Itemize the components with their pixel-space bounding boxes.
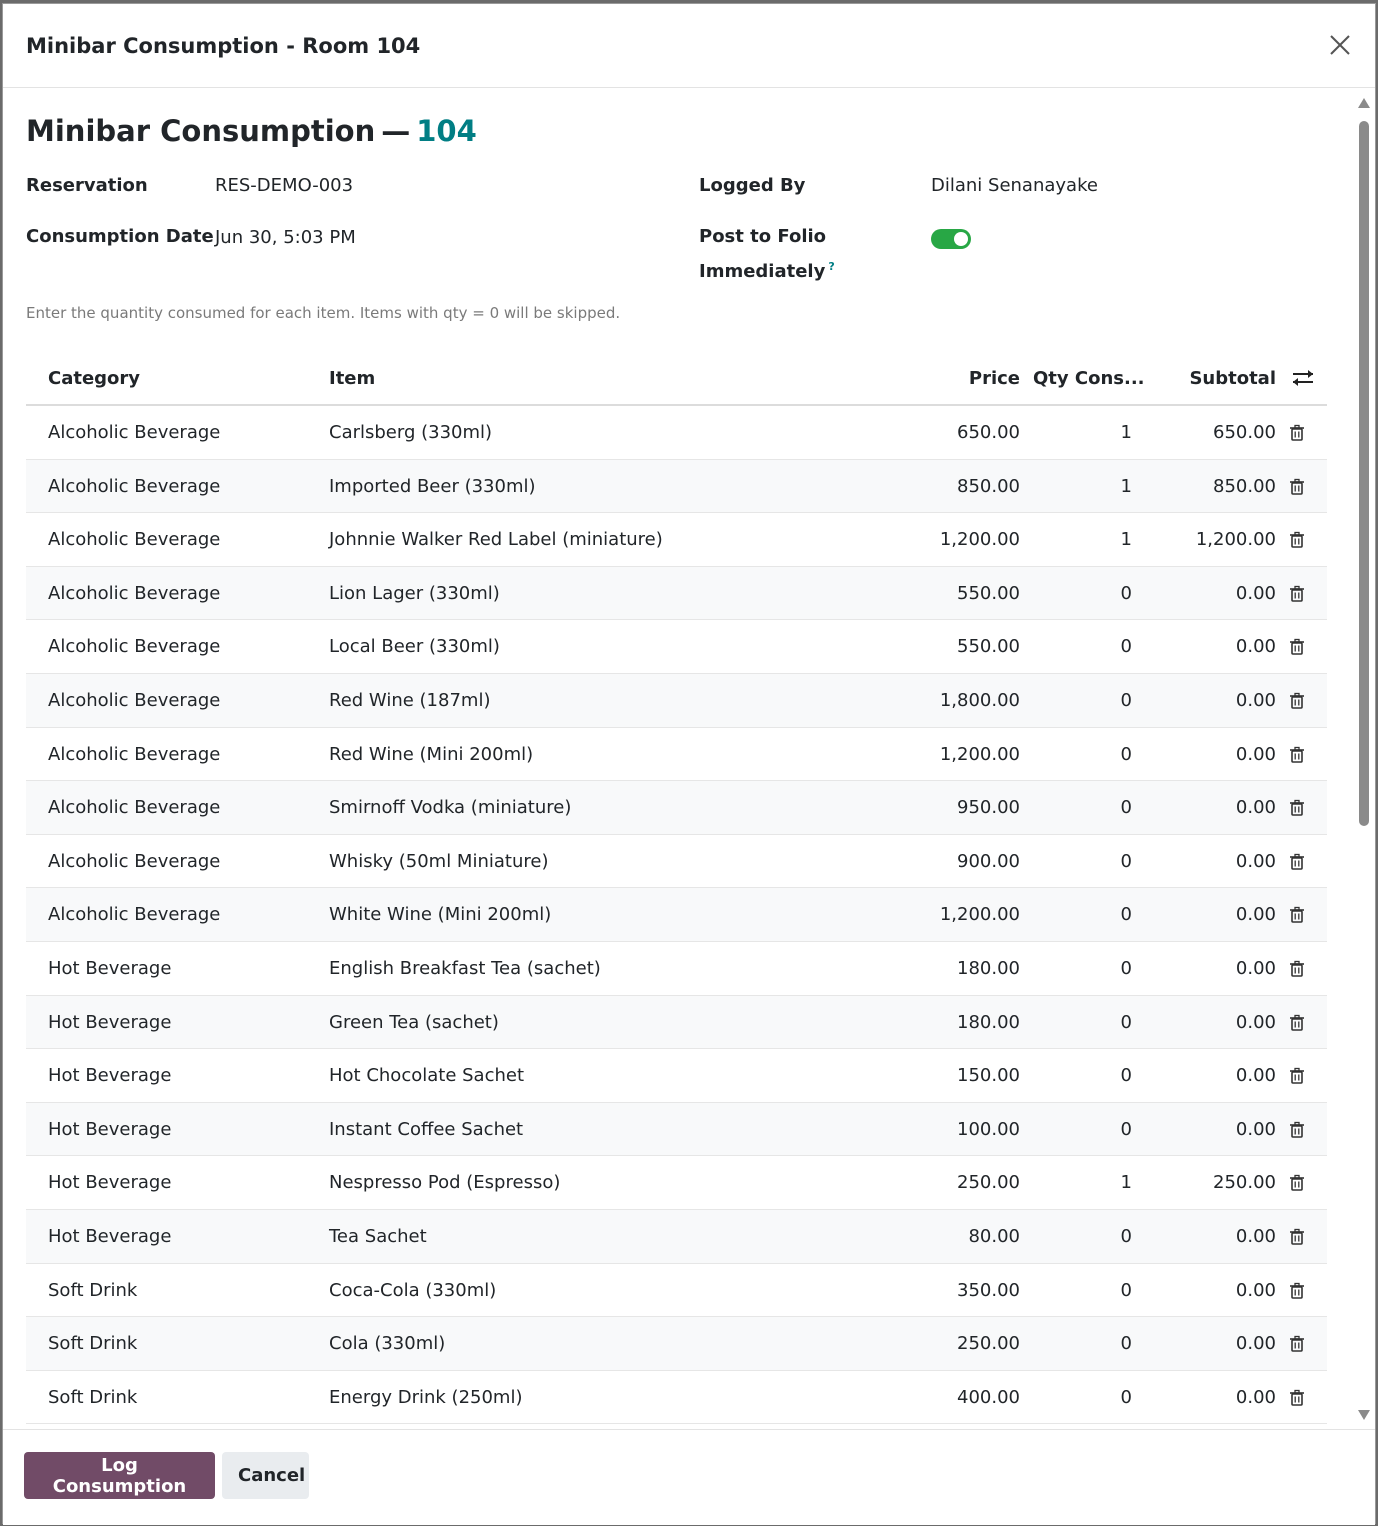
subtotal-cell: 0.00	[1235, 743, 1276, 765]
category-cell: Alcoholic Beverage	[48, 475, 221, 497]
item-cell: Smirnoff Vodka (miniature)	[329, 797, 572, 819]
trash-icon[interactable]	[1288, 853, 1306, 871]
consumption-table	[26, 351, 1327, 1424]
category-cell: Soft Drink	[48, 1386, 138, 1408]
header-item[interactable]: Item	[329, 368, 376, 389]
qty-cell[interactable]: 1	[1120, 1172, 1132, 1194]
price-cell: 250.00	[957, 1333, 1020, 1355]
category-cell: Hot Beverage	[48, 1225, 172, 1247]
price-cell: 180.00	[957, 957, 1020, 979]
subtotal-cell: 0.00	[1235, 797, 1276, 819]
logged-by-label: Logged By	[699, 175, 806, 196]
trash-icon[interactable]	[1288, 1282, 1306, 1300]
trash-icon[interactable]	[1288, 585, 1306, 603]
item-cell: White Wine (Mini 200ml)	[329, 904, 552, 926]
trash-icon[interactable]	[1288, 799, 1306, 817]
category-cell: Alcoholic Beverage	[48, 850, 221, 872]
category-cell: Alcoholic Beverage	[48, 636, 221, 658]
item-cell: English Breakfast Tea (sachet)	[329, 957, 601, 979]
subtotal-cell: 0.00	[1235, 850, 1276, 872]
price-cell: 550.00	[957, 582, 1020, 604]
subtotal-cell: 0.00	[1235, 1279, 1276, 1301]
trash-icon[interactable]	[1288, 746, 1306, 764]
qty-cell[interactable]: 0	[1120, 797, 1132, 819]
subtotal-cell: 0.00	[1235, 1011, 1276, 1033]
dialog-title: Minibar Consumption - Room 104	[26, 34, 421, 58]
item-cell: Red Wine (Mini 200ml)	[329, 743, 534, 765]
table-row[interactable]	[26, 781, 1327, 835]
item-cell: Imported Beer (330ml)	[329, 475, 536, 497]
qty-cell[interactable]: 0	[1120, 1279, 1132, 1301]
trash-icon[interactable]	[1288, 531, 1306, 549]
post-to-folio-toggle[interactable]	[931, 229, 971, 249]
category-cell: Hot Beverage	[48, 1011, 172, 1033]
category-cell: Hot Beverage	[48, 957, 172, 979]
table-row[interactable]	[26, 620, 1327, 674]
subtotal-cell: 0.00	[1235, 1333, 1276, 1355]
category-cell: Alcoholic Beverage	[48, 904, 221, 926]
qty-cell[interactable]: 0	[1120, 1333, 1132, 1355]
form-title	[26, 114, 477, 148]
table-row[interactable]	[26, 728, 1327, 782]
subtotal-cell: 650.00	[1213, 422, 1276, 443]
category-cell: Alcoholic Beverage	[48, 689, 221, 711]
scroll-down-arrow-icon[interactable]	[1357, 1409, 1371, 1421]
item-cell: Hot Chocolate Sachet	[329, 1065, 525, 1087]
table-row[interactable]	[26, 1156, 1327, 1210]
qty-cell[interactable]: 0	[1120, 850, 1132, 872]
price-cell: 950.00	[957, 797, 1020, 819]
category-cell: Soft Drink	[48, 1333, 138, 1355]
category-cell: Hot Beverage	[48, 1118, 172, 1140]
table-row[interactable]	[26, 674, 1327, 728]
item-cell: Carlsberg (330ml)	[329, 422, 493, 443]
subtotal-cell: 1,200.00	[1195, 529, 1276, 551]
item-cell: Instant Coffee Sachet	[329, 1118, 524, 1140]
scroll-thumb[interactable]	[1359, 121, 1369, 826]
item-cell: Coca-Cola (330ml)	[329, 1279, 497, 1301]
scrollbar[interactable]	[1353, 89, 1375, 1429]
qty-cell[interactable]: 0	[1120, 1011, 1132, 1033]
price-cell: 100.00	[957, 1118, 1020, 1140]
reservation-value[interactable]: RES-DEMO-003	[215, 175, 354, 196]
reservation-label: Reservation	[26, 175, 148, 196]
qty-cell[interactable]: 0	[1120, 1065, 1132, 1087]
quantity-hint: Enter the quantity consumed for each item. Items with qty = 0 will be skipped.	[26, 304, 621, 322]
toggle-knob	[954, 232, 968, 246]
category-cell: Alcoholic Beverage	[48, 582, 221, 604]
post-to-folio-label-line1: Post to Folio	[699, 226, 827, 247]
table-row[interactable]	[26, 406, 1327, 460]
qty-cell[interactable]: 1	[1120, 529, 1132, 551]
close-button[interactable]	[1325, 30, 1355, 60]
post-to-folio-label-text: Immediately	[699, 261, 826, 282]
trash-icon[interactable]	[1288, 1014, 1306, 1032]
close-icon	[1325, 30, 1355, 60]
table-row[interactable]	[26, 996, 1327, 1050]
item-cell: Tea Sachet	[329, 1225, 427, 1247]
consumption-date-value[interactable]: Jun 30, 5:03 PM	[215, 227, 356, 248]
minibar-dialog	[2, 3, 1376, 1524]
post-to-folio-label	[699, 222, 835, 287]
price-cell: 1,200.00	[939, 529, 1020, 551]
help-tooltip-icon[interactable]: ?	[828, 260, 835, 273]
table-row[interactable]	[26, 1049, 1327, 1103]
dialog-body	[3, 89, 1355, 1429]
price-cell: 1,200.00	[939, 904, 1020, 926]
subtotal-cell: 250.00	[1213, 1172, 1276, 1194]
table-row[interactable]	[26, 513, 1327, 567]
table-row[interactable]	[26, 1371, 1327, 1425]
scroll-up-arrow-icon[interactable]	[1357, 97, 1371, 109]
item-cell: Red Wine (187ml)	[329, 689, 491, 711]
table-row[interactable]	[26, 1317, 1327, 1371]
header-category[interactable]: Category	[48, 368, 141, 389]
item-cell: Johnnie Walker Red Label (miniature)	[329, 529, 663, 551]
category-cell: Soft Drink	[48, 1279, 138, 1301]
subtotal-cell: 0.00	[1235, 1225, 1276, 1247]
subtotal-cell: 0.00	[1235, 1118, 1276, 1140]
category-cell: Alcoholic Beverage	[48, 797, 221, 819]
table-row[interactable]	[26, 460, 1327, 514]
item-cell: Cola (330ml)	[329, 1333, 446, 1355]
subtotal-cell: 0.00	[1235, 1386, 1276, 1408]
subtotal-cell: 0.00	[1235, 904, 1276, 926]
subtotal-cell: 0.00	[1235, 636, 1276, 658]
qty-cell[interactable]: 0	[1120, 636, 1132, 658]
consumption-date-label: Consumption Date	[26, 226, 214, 247]
qty-cell[interactable]: 0	[1120, 743, 1132, 765]
form-title-text: Minibar Consumption	[26, 114, 376, 148]
trash-icon[interactable]	[1288, 1389, 1306, 1407]
table-header	[26, 351, 1327, 406]
dialog-footer	[3, 1429, 1375, 1525]
subtotal-cell: 0.00	[1235, 957, 1276, 979]
category-cell: Alcoholic Beverage	[48, 743, 221, 765]
table-row[interactable]	[26, 942, 1327, 996]
table-row[interactable]	[26, 888, 1327, 942]
price-cell: 1,800.00	[939, 689, 1020, 711]
qty-cell[interactable]: 0	[1120, 1118, 1132, 1140]
qty-cell[interactable]: 0	[1120, 689, 1132, 711]
category-cell: Alcoholic Beverage	[48, 529, 221, 551]
trash-icon[interactable]	[1288, 638, 1306, 656]
table-row[interactable]	[26, 1264, 1327, 1318]
logged-by-value[interactable]: Dilani Senanayake	[931, 175, 1098, 196]
qty-cell[interactable]: 0	[1120, 957, 1132, 979]
price-cell: 550.00	[957, 636, 1020, 658]
qty-cell[interactable]: 1	[1120, 475, 1132, 497]
subtotal-cell: 0.00	[1235, 582, 1276, 604]
form-title-dash: —	[381, 114, 411, 148]
table-row[interactable]	[26, 1210, 1327, 1264]
subtotal-cell: 850.00	[1213, 475, 1276, 497]
qty-cell[interactable]: 0	[1120, 1386, 1132, 1408]
log-consumption-button[interactable]: Log Consumption	[24, 1452, 215, 1499]
table-row[interactable]	[26, 835, 1327, 889]
trash-icon[interactable]	[1288, 1067, 1306, 1085]
price-cell: 1,200.00	[939, 743, 1020, 765]
price-cell: 250.00	[957, 1172, 1020, 1194]
post-to-folio-label-line2	[699, 252, 835, 287]
header-subtotal[interactable]: Subtotal	[1189, 368, 1276, 389]
subtotal-cell: 0.00	[1235, 689, 1276, 711]
price-cell: 900.00	[957, 850, 1020, 872]
trash-icon[interactable]	[1288, 478, 1306, 496]
category-cell: Alcoholic Beverage	[48, 422, 221, 443]
dialog-header	[3, 4, 1375, 88]
price-cell: 180.00	[957, 1011, 1020, 1033]
item-cell: Local Beer (330ml)	[329, 636, 500, 658]
header-qty[interactable]: Qty Cons...	[1033, 368, 1145, 389]
price-cell: 350.00	[957, 1279, 1020, 1301]
item-cell: Green Tea (sachet)	[329, 1011, 499, 1033]
sliders-icon[interactable]	[1291, 367, 1315, 389]
trash-icon[interactable]	[1288, 692, 1306, 710]
price-cell: 650.00	[957, 422, 1020, 443]
item-cell: Energy Drink (250ml)	[329, 1386, 523, 1408]
price-cell: 80.00	[968, 1225, 1020, 1247]
price-cell: 150.00	[957, 1065, 1020, 1087]
room-number[interactable]: 104	[416, 114, 477, 148]
table-body	[26, 406, 1327, 1424]
table-row[interactable]	[26, 567, 1327, 621]
trash-icon[interactable]	[1288, 960, 1306, 978]
trash-icon[interactable]	[1288, 1174, 1306, 1192]
subtotal-cell: 0.00	[1235, 1065, 1276, 1087]
trash-icon[interactable]	[1288, 1228, 1306, 1246]
price-cell: 400.00	[957, 1386, 1020, 1408]
table-row[interactable]	[26, 1103, 1327, 1157]
trash-icon[interactable]	[1288, 906, 1306, 924]
category-cell: Hot Beverage	[48, 1065, 172, 1087]
trash-icon[interactable]	[1288, 424, 1306, 442]
header-price[interactable]: Price	[968, 368, 1020, 389]
trash-icon[interactable]	[1288, 1121, 1306, 1139]
qty-cell[interactable]: 0	[1120, 904, 1132, 926]
trash-icon[interactable]	[1288, 1335, 1306, 1353]
item-cell: Nespresso Pod (Espresso)	[329, 1172, 561, 1194]
category-cell: Hot Beverage	[48, 1172, 172, 1194]
qty-cell[interactable]: 0	[1120, 1225, 1132, 1247]
item-cell: Lion Lager (330ml)	[329, 582, 500, 604]
cancel-button[interactable]: Cancel	[222, 1452, 309, 1499]
qty-cell[interactable]: 0	[1120, 582, 1132, 604]
price-cell: 850.00	[957, 475, 1020, 497]
item-cell: Whisky (50ml Miniature)	[329, 850, 549, 872]
qty-cell[interactable]: 1	[1120, 422, 1132, 443]
